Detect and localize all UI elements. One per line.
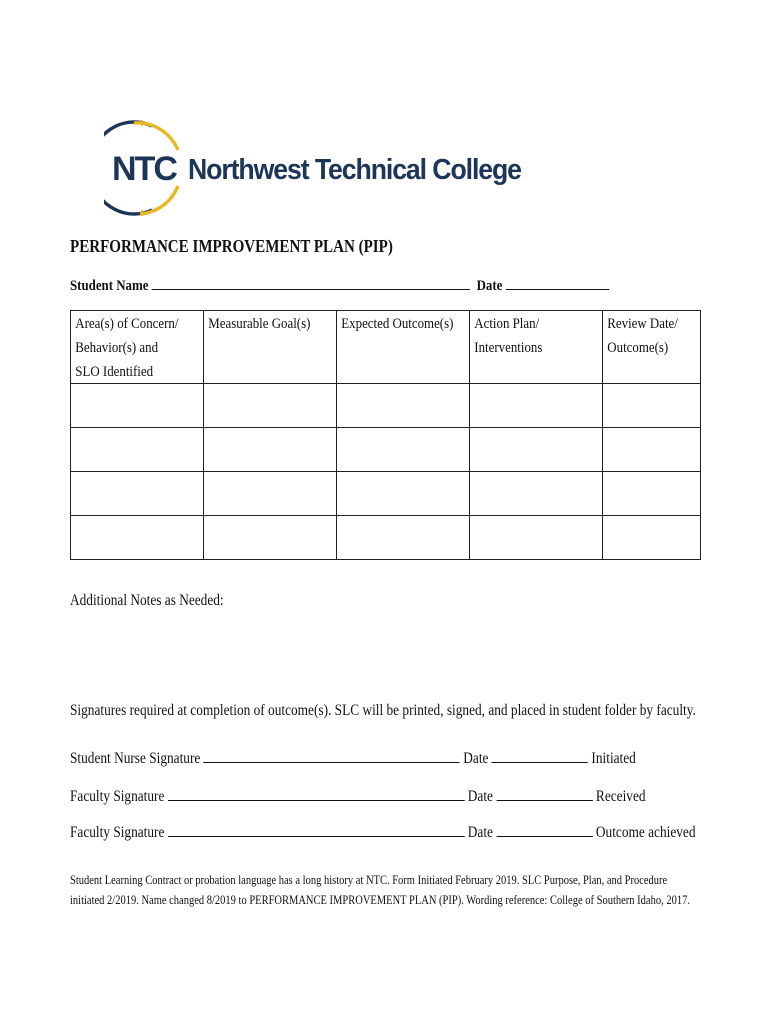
table-cell[interactable] — [470, 516, 603, 560]
additional-notes-label: Additional Notes as Needed: — [70, 592, 224, 609]
faculty-signature-field[interactable] — [168, 786, 465, 801]
signature-date-field[interactable] — [492, 748, 588, 763]
signature-date-label: Date — [467, 824, 493, 841]
header-line: Behavior(s) and — [75, 340, 159, 356]
table-cell[interactable] — [71, 516, 204, 560]
footer-line: Student Learning Contract or probation language has a long history at NTC. Form Initiated February 2019. SLC Purpose, Plan, and Procedure — [70, 873, 668, 887]
signature-row-student — [70, 748, 636, 768]
student-name-field[interactable] — [152, 276, 470, 290]
header-line: Action Plan/ — [474, 316, 540, 332]
svg-text:NTC: NTC — [112, 150, 176, 188]
header-areas-of-concern — [71, 311, 204, 384]
header-line: Outcome(s) — [607, 340, 669, 356]
student-name-label: Student Name — [70, 278, 149, 294]
signature-status: Initiated — [591, 750, 636, 767]
signature-date-label: Date — [463, 750, 489, 767]
table-cell[interactable] — [71, 384, 204, 428]
form-title: PERFORMANCE IMPROVEMENT PLAN (PIP) — [70, 236, 393, 256]
college-name: Northwest Technical College — [188, 154, 521, 186]
date-label: Date — [476, 278, 503, 294]
table-cell[interactable] — [470, 472, 603, 516]
table-cell[interactable] — [204, 384, 337, 428]
table-cell[interactable] — [603, 428, 701, 472]
table-cell[interactable] — [603, 472, 701, 516]
table-header-row — [71, 311, 701, 384]
signature-status: Outcome achieved — [595, 824, 696, 841]
signature-row-faculty-received — [70, 786, 646, 806]
header-line: Expected Outcome(s) — [341, 316, 454, 332]
faculty-signature-field[interactable] — [168, 822, 465, 837]
table-row — [71, 472, 701, 516]
table-cell[interactable] — [71, 428, 204, 472]
signature-date-field[interactable] — [496, 822, 592, 837]
signature-statement: Signatures required at completion of outcome(s). SLC will be printed, signed, and placed in student folder by faculty. — [70, 702, 696, 719]
table-cell[interactable] — [337, 472, 470, 516]
table-row — [71, 428, 701, 472]
table-cell[interactable] — [470, 428, 603, 472]
header-line: SLO Identified — [75, 364, 154, 380]
table-cell[interactable] — [204, 428, 337, 472]
table-cell[interactable] — [71, 472, 204, 516]
table-cell[interactable] — [337, 516, 470, 560]
header-expected-outcomes — [337, 311, 470, 384]
footer-note — [70, 870, 690, 910]
table-cell[interactable] — [204, 472, 337, 516]
signature-row-faculty-achieved — [70, 822, 695, 842]
signature-label: Faculty Signature — [70, 788, 165, 805]
student-name-row — [70, 276, 609, 295]
table-cell[interactable] — [603, 516, 701, 560]
table-cell[interactable] — [337, 428, 470, 472]
table-row — [71, 516, 701, 560]
signature-date-label: Date — [467, 788, 493, 805]
signature-label: Faculty Signature — [70, 824, 165, 841]
header-review-date — [603, 311, 701, 384]
table-cell[interactable] — [603, 384, 701, 428]
header-measurable-goals — [204, 311, 337, 384]
date-field[interactable] — [506, 276, 609, 290]
table-cell[interactable] — [337, 384, 470, 428]
header-line: Review Date/ — [607, 316, 678, 332]
table-cell[interactable] — [470, 384, 603, 428]
ntc-seal-logo — [104, 118, 180, 218]
pip-table — [70, 310, 701, 560]
header-action-plan — [470, 311, 603, 384]
signature-date-field[interactable] — [496, 786, 592, 801]
signature-status: Received — [595, 788, 646, 805]
header-line: Interventions — [474, 340, 543, 356]
footer-line: initiated 2/2019. Name changed 8/2019 to PERFORMANCE IMPROVEMENT PLAN (PIP). Wording reference: College of Southern Idaho, 2017. — [70, 893, 690, 907]
table-cell[interactable] — [204, 516, 337, 560]
college-logo — [104, 118, 521, 222]
header-line: Measurable Goal(s) — [208, 316, 311, 332]
table-row — [71, 384, 701, 428]
signature-label: Student Nurse Signature — [70, 750, 201, 767]
header-line: Area(s) of Concern/ — [75, 316, 179, 332]
student-signature-field[interactable] — [204, 748, 460, 763]
